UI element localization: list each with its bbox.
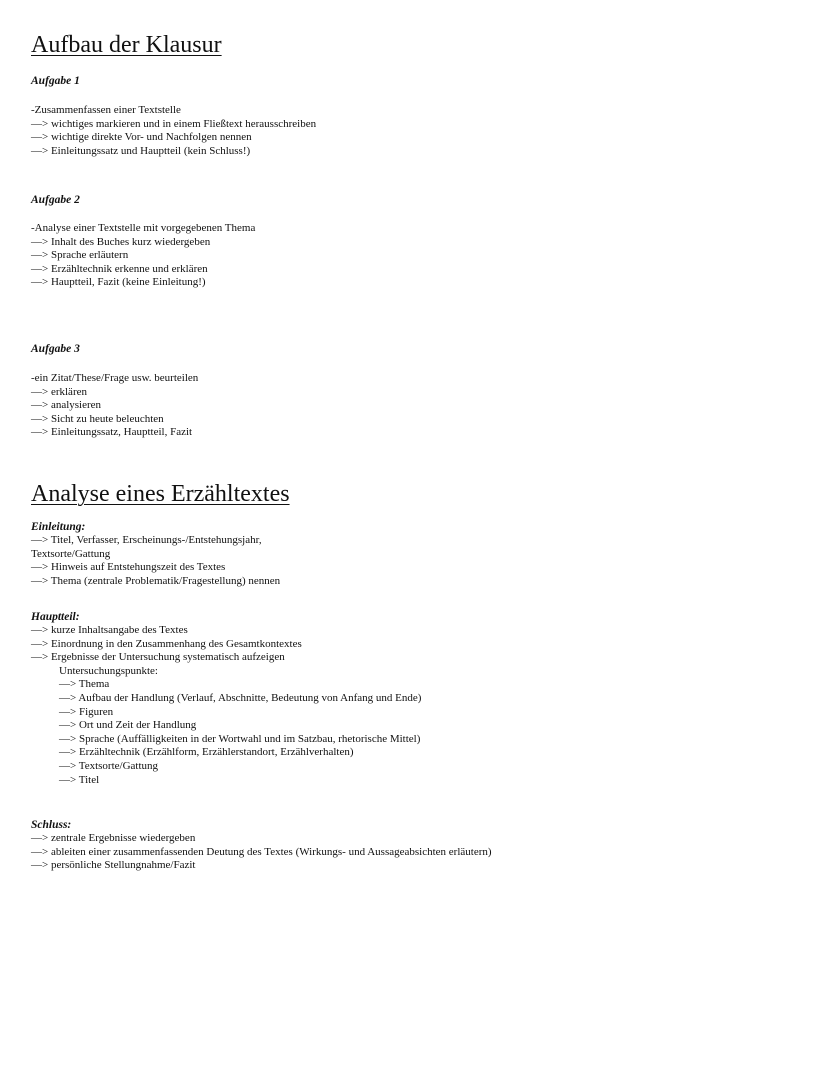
hauptteil-title: Hauptteil: [31,611,80,623]
section-title-analyse: Analyse eines Erzähltextes [31,481,290,507]
list-item: —> Hauptteil, Fazit (keine Einleitung!) [31,276,206,289]
aufgabe-3-list [31,372,198,440]
list-item: —> Sprache (Auffälligkeiten in der Wortwahl und im Satzbau, rhetorische Mittel) [59,732,421,745]
list-item: —> Erzähltechnik (Erzählform, Erzählerstandort, Erzählverhalten) [59,746,354,759]
list-item: -ein Zitat/These/Frage usw. beurteilen [31,372,199,384]
einleitung-title: Einleitung: [31,521,86,533]
list-item: —> analysieren [31,399,102,412]
list-item: —> Ort und Zeit der Handlung [59,719,197,732]
list-item: —> wichtiges markieren und in einem Fließtext herausschreiben [31,117,317,130]
schluss-title: Schluss: [31,819,72,831]
aufgabe-2-list [31,222,255,290]
list-item: —> Einleitungssatz, Hauptteil, Fazit [31,426,193,439]
list-item: —> Einleitungssatz und Hauptteil (kein Schluss!) [31,144,251,157]
list-item: —> Sprache erläutern [31,249,129,262]
list-item: -Zusammenfassen einer Textstelle [31,104,181,116]
aufgabe-1-title: Aufgabe 1 [31,75,80,87]
list-item: —> Titel, Verfasser, Erscheinungs-/Entstehungsjahr, [31,534,262,546]
list-item: —> zentrale Ergebnisse wiedergeben [31,832,196,844]
list-item: —> erklären [31,385,87,398]
list-item: —> persönliche Stellungnahme/Fazit [31,859,196,872]
hauptteil-list [31,624,421,787]
section-title-aufbau: Aufbau der Klausur [31,32,222,58]
schluss-list [31,832,492,873]
list-item: —> Erzähltechnik erkenne und erklären [31,262,208,275]
list-item: —> ableiten einer zusammenfassenden Deutung des Textes (Wirkungs- und Aussageabsichten erläutern) [31,845,492,858]
list-item: —> Thema [59,678,110,691]
einleitung-list [31,534,280,588]
list-item: —> Titel [59,773,100,786]
list-item: —> Hinweis auf Entstehungszeit des Textes [31,561,226,574]
list-item: —> wichtige direkte Vor- und Nachfolgen nennen [31,131,252,144]
list-item: —> Aufbau der Handlung (Verlauf, Abschnitte, Bedeutung von Anfang und Ende) [59,691,422,704]
list-item: —> Sicht zu heute beleuchten [31,412,164,425]
list-item: —> Inhalt des Buches kurz wiedergeben [31,235,211,248]
list-item: —> Textsorte/Gattung [59,759,159,772]
aufgabe-2-title: Aufgabe 2 [31,194,80,206]
list-item: Textsorte/Gattung [31,547,111,560]
aufgabe-3-title: Aufgabe 3 [31,343,80,355]
aufgabe-1-list [31,104,316,158]
list-item: —> Ergebnisse der Untersuchung systematisch aufzeigen [31,651,285,664]
list-item: —> Thema (zentrale Problematik/Fragestellung) nennen [31,574,281,587]
list-item: —> kurze Inhaltsangabe des Textes [31,624,188,636]
list-item: -Analyse einer Textstelle mit vorgegebenen Thema [31,222,256,234]
list-item: —> Einordnung in den Zusammenhang des Gesamtkontextes [31,637,302,650]
list-item: —> Figuren [59,705,114,718]
untersuchungspunkte-label: Untersuchungspunkte: [59,664,158,677]
